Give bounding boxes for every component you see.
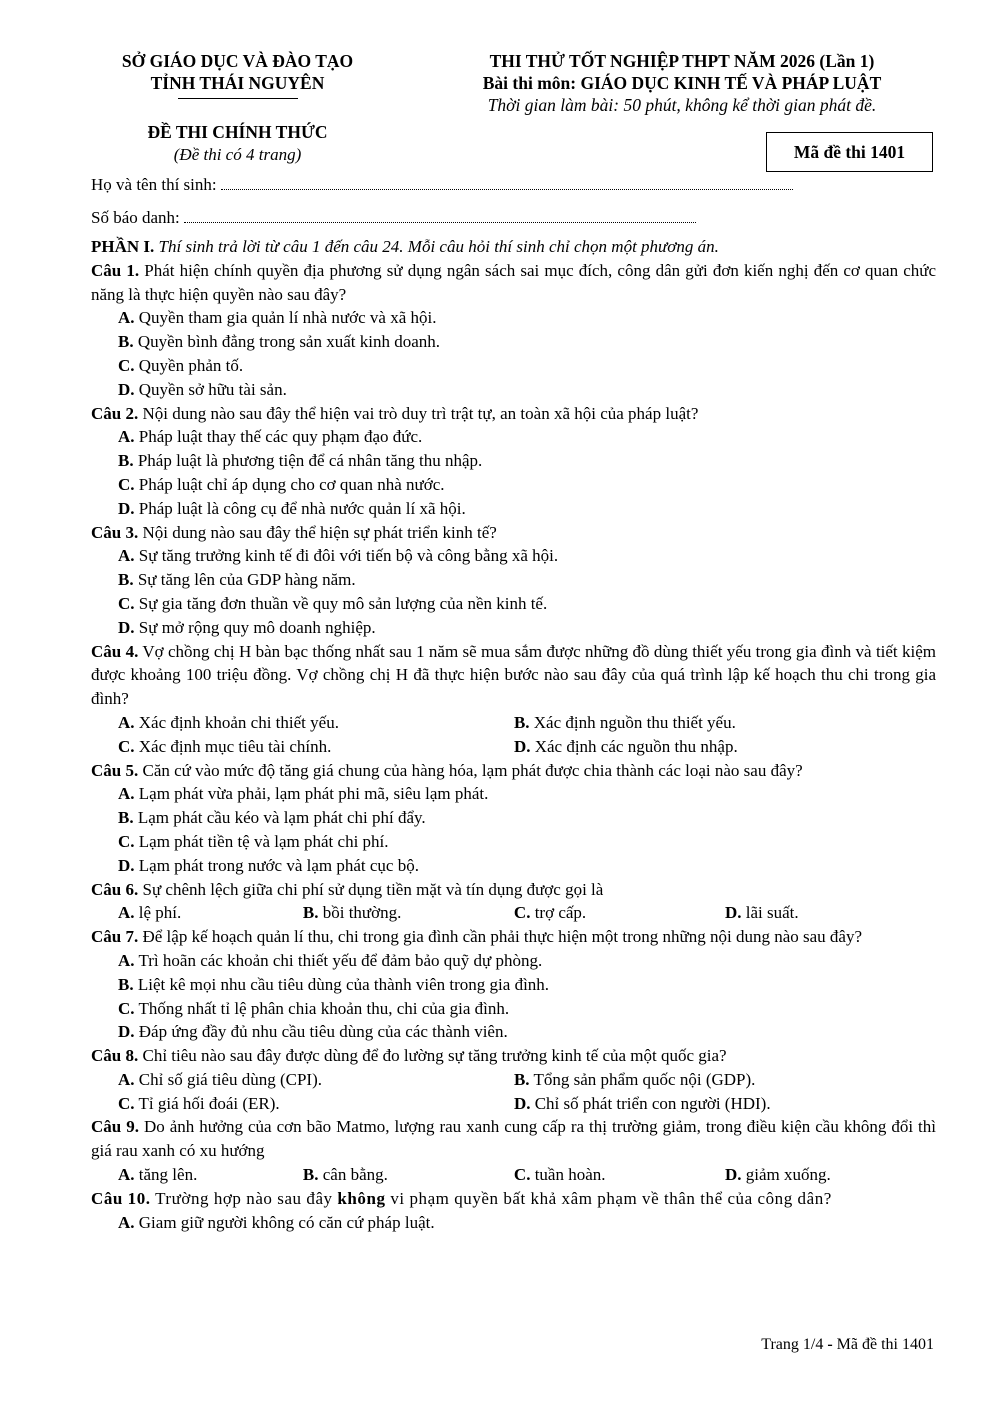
question-text: Để lập kế hoạch quản lí thu, chi trong gia đình cần phải thực hiện một trong những nội dung nào sau đây? — [142, 927, 862, 947]
exam-code-box: Mã đề thi 1401 — [766, 132, 933, 172]
option-d — [91, 616, 936, 640]
question-8 — [91, 1044, 936, 1068]
option-text: tuần hoàn. — [534, 1165, 606, 1185]
option-b — [91, 806, 936, 830]
question-text: Sự chênh lệch giữa chi phí sử dụng tiền mặt và tín dụng được gọi là — [142, 879, 604, 899]
department-name: SỞ GIÁO DỤC VÀ ĐÀO TẠO — [121, 51, 354, 71]
option-text: Trì hoãn các khoản chi thiết yếu để đảm bảo quỹ dự phòng. — [138, 950, 543, 970]
part-heading — [91, 235, 936, 259]
question-number: Câu 5. — [91, 760, 139, 780]
option-a — [91, 901, 303, 925]
option-d — [514, 735, 936, 759]
option-text: Pháp luật là phương tiện để cá nhân tăng thu nhập. — [137, 451, 483, 471]
exam-title: THI THỬ TỐT NGHIỆP THPT NĂM 2026 (Lần 1) — [489, 51, 875, 71]
question-text: Do ảnh hưởng của cơn bão Matmo, lượng rau xanh cung cấp ra thị trường giảm, trong điều kiện cầu không đổi thì giá rau xanh có xu hướng — [91, 1117, 936, 1161]
option-text: Sự gia tăng đơn thuần về quy mô sản lượng của nền kinh tế. — [138, 593, 548, 613]
official-label: ĐỀ THI CHÍNH THỨC — [147, 122, 328, 142]
question-number: Câu 8. — [91, 1046, 139, 1066]
option-text: Tổng sản phẩm quốc nội (GDP). — [533, 1069, 756, 1089]
option-d — [91, 854, 936, 878]
option-b — [514, 1068, 936, 1092]
option-d — [514, 1092, 936, 1116]
option-c — [91, 830, 936, 854]
option-a — [91, 425, 936, 449]
pages-note: (Đề thi có 4 trang) — [173, 145, 302, 164]
option-text: Chỉ số phát triển con người (HDI). — [534, 1093, 771, 1113]
student-id-label: Số báo danh: — [91, 208, 180, 227]
question-2 — [91, 402, 936, 426]
question-number: Câu 9. — [91, 1117, 139, 1137]
option-b — [91, 568, 936, 592]
option-text: Sự mở rộng quy mô doanh nghiệp. — [138, 617, 376, 637]
option-text: cân bằng. — [322, 1165, 388, 1185]
part-label: PHẦN I. — [91, 237, 155, 256]
option-c — [91, 735, 514, 759]
student-name-label: Họ và tên thí sinh: — [91, 175, 217, 194]
option-a — [91, 1163, 303, 1187]
student-id-blank — [184, 221, 696, 223]
option-text: Sự tăng trưởng kinh tế đi đôi với tiến bộ và công bằng xã hội. — [138, 546, 559, 566]
question-text: Vợ chồng chị H bàn bạc thống nhất sau 1 năm sẽ mua sắm được những đồ dùng thiết yếu trong gia đình và tiết kiệm được khoảng 100 triệu đồng. Vợ chồng chị H đã thực hiện bước nào sau đây của quá trình lập kế hoạch thu chi trong gia đình? — [91, 641, 936, 709]
option-key: B. — [302, 1165, 319, 1185]
option-key: C. — [118, 998, 135, 1018]
province-name: TỈNH THÁI NGUYÊN — [150, 73, 325, 93]
option-a — [91, 949, 936, 973]
exam-subject: Bài thi môn: GIÁO DỤC KINH TẾ VÀ PHÁP LUẬT — [482, 73, 882, 93]
option-c — [91, 1092, 514, 1116]
option-a — [91, 306, 936, 330]
option-row — [91, 1068, 936, 1092]
question-text-before: Trường hợp nào sau đây — [155, 1188, 333, 1208]
option-d — [725, 901, 936, 925]
option-key: B. — [118, 451, 134, 471]
option-key: B. — [302, 903, 319, 923]
page-number: Trang 1/4 — [761, 1336, 824, 1353]
student-name-blank — [221, 188, 793, 190]
option-b — [514, 711, 936, 735]
question-text: Nội dung nào sau đây thể hiện sự phát triển kinh tế? — [142, 522, 497, 542]
option-c — [514, 901, 725, 925]
option-text: Xác định các nguồn thu nhập. — [534, 736, 738, 756]
page-footer — [761, 1334, 934, 1356]
question-number: Câu 1. — [91, 260, 140, 280]
option-key: A. — [118, 1069, 135, 1089]
option-key: C. — [118, 474, 135, 494]
option-key: D. — [118, 617, 135, 637]
option-text: Xác định khoản chi thiết yếu. — [138, 712, 339, 732]
option-row — [91, 735, 936, 759]
option-key: B. — [118, 570, 134, 590]
option-text: Liệt kê mọi nhu cầu tiêu dùng của thành viên trong gia đình. — [137, 974, 550, 994]
option-text: lãi suất. — [745, 903, 799, 923]
option-c — [91, 473, 936, 497]
option-text: Quyền phản tố. — [138, 355, 244, 375]
option-b — [91, 330, 936, 354]
option-text: Lạm phát cầu kéo và lạm phát chi phí đẩy. — [137, 808, 426, 828]
option-text: Quyền tham gia quản lí nhà nước và xã hội. — [138, 308, 437, 328]
option-text: Đáp ứng đầy đủ nhu cầu tiêu dùng của các thành viên. — [138, 1022, 508, 1042]
question-number: Câu 6. — [91, 879, 139, 899]
header-exam-info — [412, 50, 952, 116]
option-d — [725, 1163, 936, 1187]
question-5 — [91, 759, 936, 783]
option-text: Lạm phát trong nước và lạm phát cục bộ. — [138, 855, 419, 875]
question-number: Câu 7. — [91, 927, 139, 947]
option-key: B. — [118, 332, 134, 352]
option-text: Xác định nguồn thu thiết yếu. — [533, 712, 736, 732]
option-key: D. — [513, 1093, 531, 1113]
option-key: A. — [118, 1212, 135, 1232]
option-key: B. — [513, 712, 530, 732]
question-9 — [91, 1115, 936, 1163]
footer-separator: - — [827, 1336, 833, 1353]
option-text: giảm xuống. — [745, 1165, 831, 1185]
option-row — [91, 901, 936, 925]
option-a — [91, 544, 936, 568]
option-key: A. — [118, 712, 135, 732]
part-instruction: Thí sinh trả lời từ câu 1 đến câu 24. Mỗi câu hỏi thí sinh chỉ chọn một phương án. — [158, 237, 719, 256]
option-text: Chỉ số giá tiêu dùng (CPI). — [138, 1069, 322, 1089]
option-key: C. — [118, 736, 135, 756]
option-text: Quyền bình đẳng trong sản xuất kinh doanh. — [137, 332, 441, 352]
option-text: Pháp luật là công cụ để nhà nước quản lí xã hội. — [138, 498, 466, 518]
option-row — [91, 1092, 936, 1116]
exam-body — [91, 235, 936, 1234]
option-key: B. — [513, 1069, 530, 1089]
question-text: Căn cứ vào mức độ tăng giá chung của hàng hóa, lạm phát được chia thành các loại nào sau đây? — [142, 760, 803, 780]
option-key: A. — [118, 1165, 135, 1185]
question-6 — [91, 878, 936, 902]
question-3 — [91, 521, 936, 545]
question-1 — [91, 259, 936, 307]
option-key: D. — [724, 1165, 742, 1185]
option-text: Lạm phát tiền tệ và lạm phát chi phí. — [138, 831, 389, 851]
option-key: D. — [118, 379, 135, 399]
student-id-line — [91, 207, 696, 229]
option-row — [91, 711, 936, 735]
question-emphasis: không — [337, 1188, 386, 1208]
option-text: Giam giữ người không có căn cứ pháp luật. — [138, 1212, 435, 1232]
option-text: Pháp luật thay thế các quy phạm đạo đức. — [138, 427, 423, 447]
option-text: lệ phí. — [138, 903, 182, 923]
footer-exam-code: Mã đề thi 1401 — [836, 1336, 934, 1353]
option-key: C. — [118, 831, 135, 851]
option-text: Tỉ giá hối đoái (ER). — [138, 1093, 280, 1113]
question-4 — [91, 640, 936, 711]
option-key: C. — [513, 903, 531, 923]
option-key: A. — [118, 427, 135, 447]
option-a — [91, 711, 514, 735]
header-divider — [178, 98, 298, 99]
option-c — [91, 997, 936, 1021]
option-key: A. — [118, 546, 135, 566]
question-number: Câu 10. — [91, 1188, 151, 1208]
option-b — [303, 1163, 514, 1187]
option-key: A. — [118, 950, 135, 970]
question-text-after: vi phạm quyền bất khả xâm phạm về thân thể của công dân? — [390, 1188, 832, 1208]
question-7 — [91, 925, 936, 949]
option-c — [91, 592, 936, 616]
option-a — [91, 1211, 936, 1235]
question-number: Câu 3. — [91, 522, 139, 542]
option-key: B. — [118, 974, 134, 994]
option-key: C. — [118, 355, 135, 375]
option-key: D. — [118, 1022, 135, 1042]
option-text: Pháp luật chỉ áp dụng cho cơ quan nhà nước. — [138, 474, 445, 494]
question-text: Phát hiện chính quyền địa phương sử dụng ngân sách sai mục đích, công dân gửi đơn kiến nghị đến cơ quan chức năng là thực hiện quyền nào sau đây? — [91, 260, 936, 304]
option-c — [91, 354, 936, 378]
option-key: D. — [118, 855, 135, 875]
option-b — [91, 973, 936, 997]
option-d — [91, 1020, 936, 1044]
option-text: Quyền sở hữu tài sản. — [138, 379, 287, 399]
option-b — [303, 901, 514, 925]
option-text: Lạm phát vừa phải, lạm phát phi mã, siêu lạm phát. — [138, 784, 489, 804]
option-key: A. — [118, 308, 135, 328]
option-a — [91, 782, 936, 806]
option-d — [91, 497, 936, 521]
option-key: B. — [118, 808, 134, 828]
option-key: D. — [513, 736, 531, 756]
option-key: D. — [118, 498, 135, 518]
option-text: Xác định mục tiêu tài chính. — [138, 736, 332, 756]
option-a — [91, 1068, 514, 1092]
option-key: C. — [513, 1165, 531, 1185]
option-key: C. — [118, 593, 135, 613]
option-row — [91, 1163, 936, 1187]
option-text: Thống nhất tỉ lệ phân chia khoản thu, chi của gia đình. — [138, 998, 510, 1018]
option-key: A. — [118, 784, 135, 804]
option-text: bồi thường. — [322, 903, 402, 923]
question-text: Chỉ tiêu nào sau đây được dùng để đo lường sự tăng trưởng kinh tế của một quốc gia? — [142, 1046, 727, 1066]
header-department — [90, 50, 385, 99]
option-key: C. — [118, 1093, 135, 1113]
option-text: trợ cấp. — [534, 903, 587, 923]
option-text: Sự tăng lên của GDP hàng năm. — [137, 570, 356, 590]
option-text: tăng lên. — [138, 1165, 198, 1185]
question-10 — [91, 1187, 936, 1211]
student-name-line — [91, 174, 793, 196]
option-key: D. — [724, 903, 742, 923]
option-d — [91, 378, 936, 402]
option-c — [514, 1163, 725, 1187]
question-number: Câu 4. — [91, 641, 139, 661]
option-key: A. — [118, 903, 135, 923]
option-b — [91, 449, 936, 473]
time-note: Thời gian làm bài: 50 phút, không kể thời gian phát đề. — [487, 95, 877, 115]
question-text: Nội dung nào sau đây thể hiện vai trò duy trì trật tự, an toàn xã hội của pháp luật? — [142, 403, 699, 423]
question-number: Câu 2. — [91, 403, 139, 423]
